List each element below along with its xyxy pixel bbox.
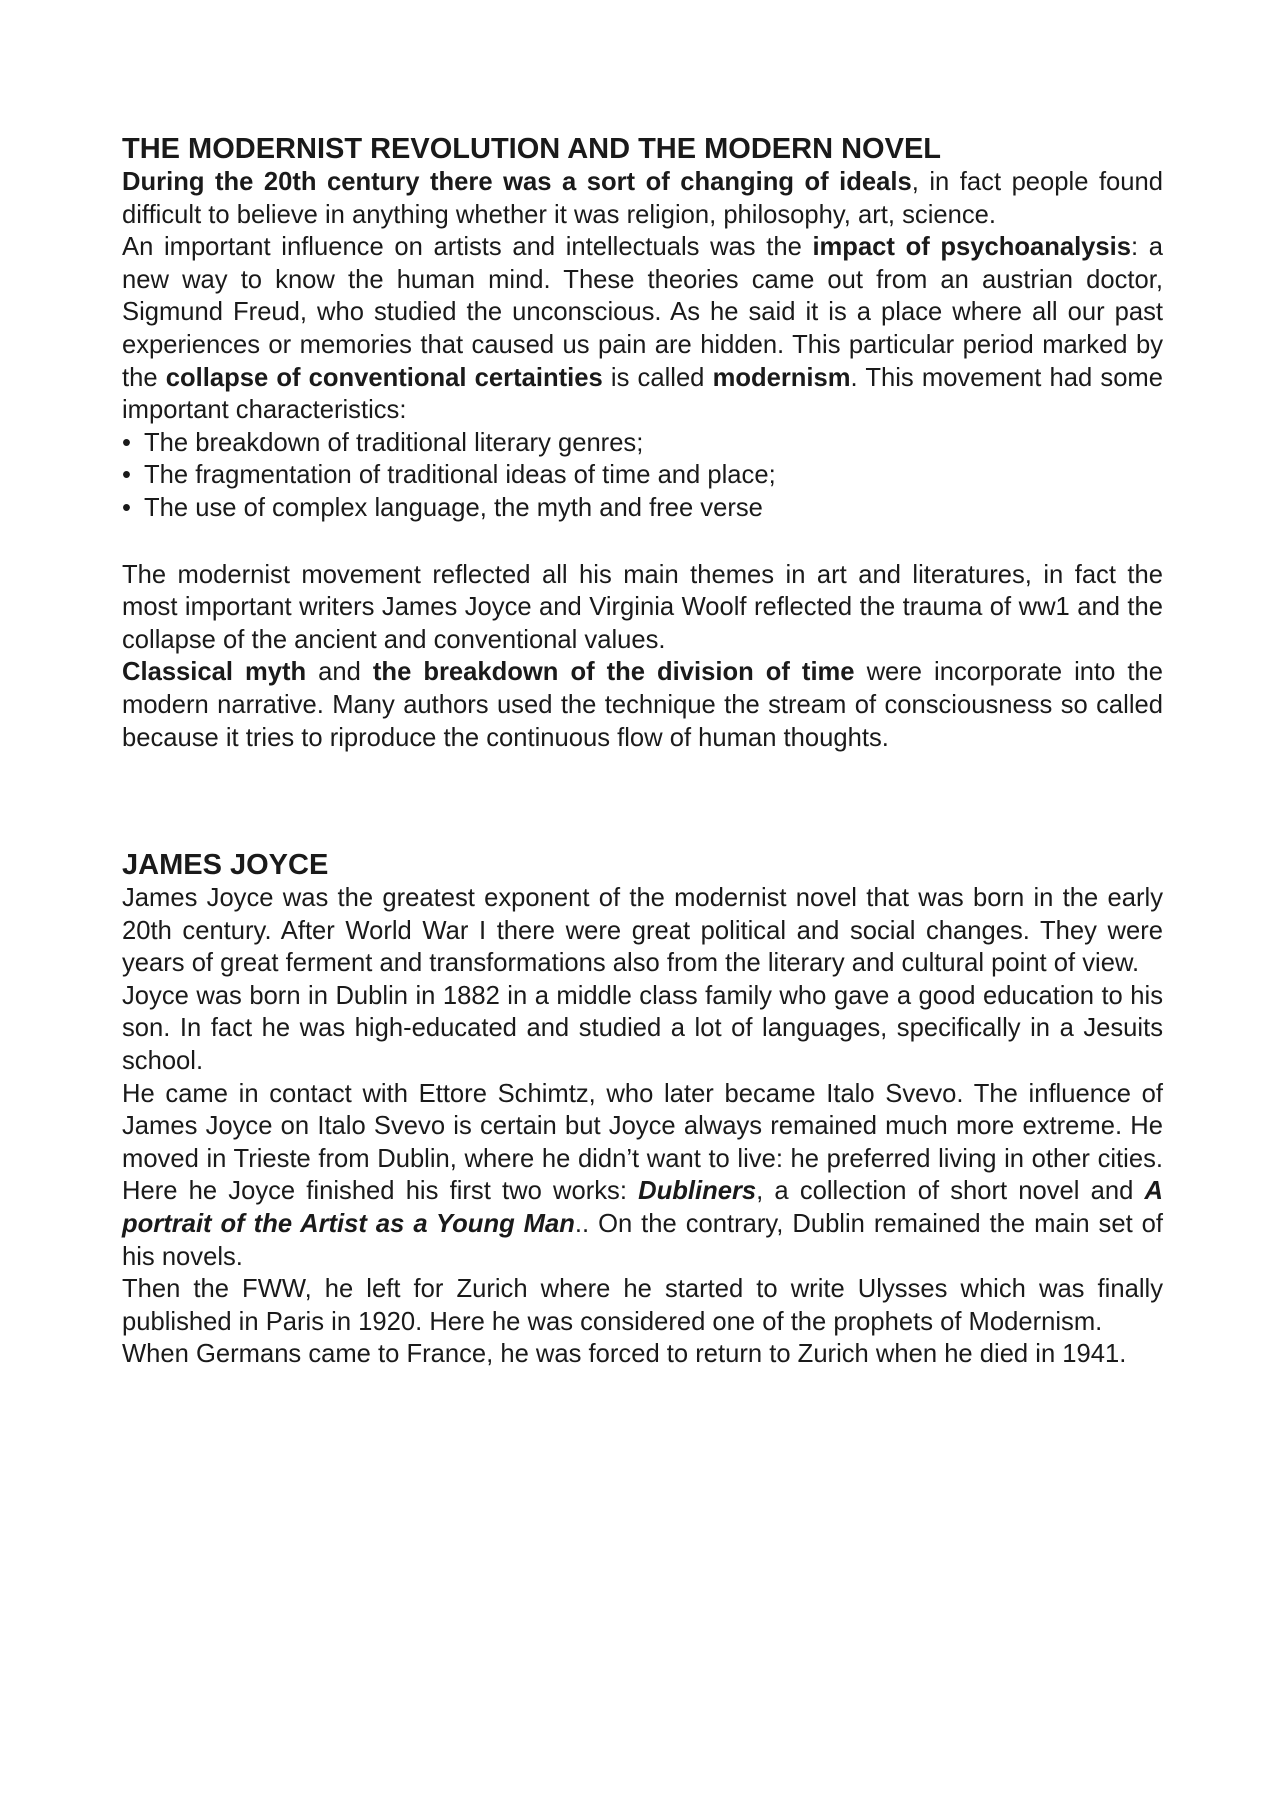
work-title: A portrait of the Artist as a Young Man <box>122 1177 1164 1239</box>
bullet-icon: • <box>122 493 131 522</box>
work-title: Dubliners <box>638 1177 757 1206</box>
bold-text: the breakdown of the division of time <box>372 658 855 687</box>
paragraph: The modernist movement reflected all his main themes in art and literatures, in fact the most important writers James Joyce and Virginia Woolf reflected the trauma of ww1 and the collapse of the ancient and conventional values. <box>122 560 1163 654</box>
section-modernist-revolution <box>122 132 1163 754</box>
section-james-joyce <box>122 848 1163 1371</box>
paragraph: During the 20th century there was a sort of changing of ideals, in fact people found difficult to believe in anything whether it was religion, philosophy, art, science. <box>122 168 1163 229</box>
list-item: • The breakdown of traditional literary genres; <box>122 427 1163 460</box>
bold-text: impact of psychoanalysis <box>812 233 1131 262</box>
bold-text: Classical myth <box>122 658 307 687</box>
paragraph: James Joyce was the greatest exponent of the modernist novel that was born in the early 20th century. After World War I there were great political and social changes. They were years of great ferment and transformations also from the literary and cultural point of view. <box>122 884 1163 978</box>
bold-text: collapse of conventional certainties <box>165 363 603 392</box>
bullet-icon: • <box>122 461 131 490</box>
section-heading: THE MODERNIST REVOLUTION AND THE MODERN NOVEL <box>122 133 941 165</box>
bold-text: modernism <box>712 363 851 392</box>
list-item: • The fragmentation of traditional ideas of time and place; <box>122 459 1163 492</box>
bullet-icon: • <box>122 428 131 457</box>
list-item: • The use of complex language, the myth and free verse <box>122 492 1163 525</box>
paragraph: Classical myth and the breakdown of the division of time were incorporate into the modern narrative. Many authors used the technique the stream of consciousness so called because it tries to riproduce the continuous flow of human thoughts. <box>122 658 1163 752</box>
bold-text: During the 20th century there was a sort of changing of ideals <box>122 168 912 196</box>
section-heading: JAMES JOYCE <box>122 849 329 882</box>
paragraph: Joyce was born in Dublin in 1882 in a middle class family who gave a good education to his son. In fact he was high-educated and studied a lot of languages, specifically in a Jesuits school. <box>122 981 1163 1076</box>
paragraph: An important influence on artists and intellectuals was the impact of psychoanalysis: a new way to know the human mind. These theories came out from an austrian doctor, Sigmund Freud, who studied the unconscious. As he said it is a place where all our past experiences or memories that caused us pain are hidden. This particular period marked by the collapse of conventional certainties is called modernism. This movement had some important characteristics: <box>122 233 1163 425</box>
paragraph: When Germans came to France, he was forced to return to Zurich when he died in 1941. <box>122 1340 1127 1369</box>
document-page <box>122 132 1163 1371</box>
characteristics-list <box>122 427 1163 525</box>
paragraph: He came in contact with Ettore Schimtz, who later became Italo Svevo. The influence of James Joyce on Italo Svevo is certain but Joyce always remained much more extreme. He moved in Trieste from Dublin, where he didn’t want to live: he preferred living in other cities. Here he Joyce finished his first two works: Dubliners, a collection of short novel and A portrait of the Artist as a Young Man.. On the contrary, Dublin remained the main set of his novels. <box>122 1079 1164 1271</box>
paragraph: Then the FWW, he left for Zurich where he started to write Ulysses which was finally published in Paris in 1920. Here he was considered one of the prophets of Modernism. <box>122 1275 1163 1336</box>
spacer <box>122 525 1163 559</box>
